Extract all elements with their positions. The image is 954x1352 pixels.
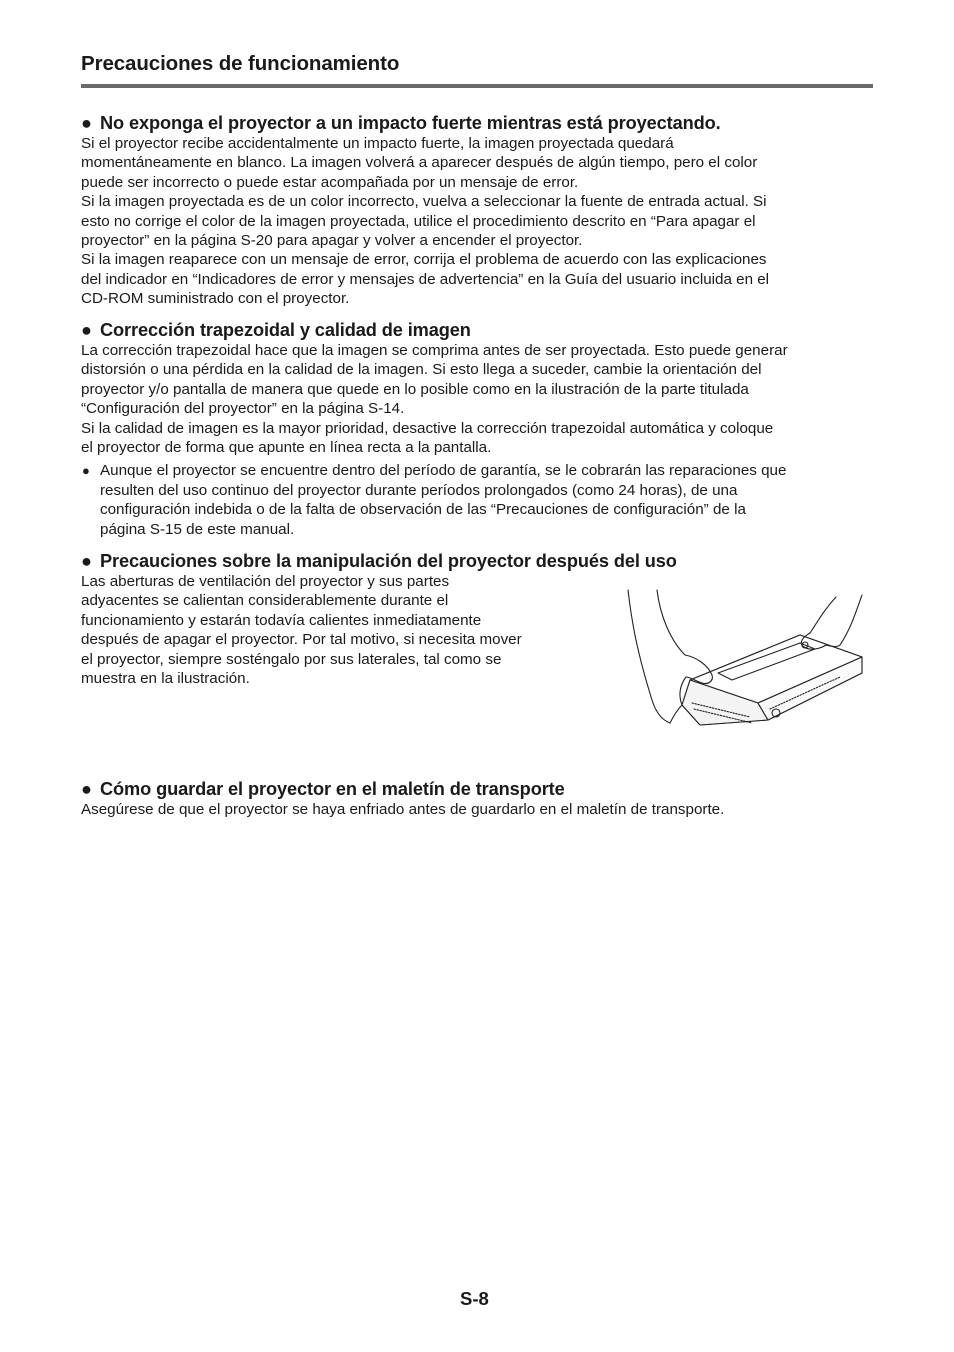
body-line: muestra en la ilustración.	[81, 670, 250, 688]
section-heading	[81, 112, 873, 134]
section-body	[81, 134, 873, 309]
body-line: Asegúrese de que el proyector se haya enfriado antes de guardarlo en el maletín de transporte.	[81, 801, 725, 818]
section-body	[81, 341, 873, 539]
body-line: proyector” en la página S-20 para apagar y volver a encender el proyector.	[81, 232, 583, 250]
heading-text: Cómo guardar el proyector en el maletín de transporte	[100, 779, 565, 799]
list-line: Aunque el proyector se encuentre dentro del período de garantía, se le cobrarán las reparaciones que	[100, 462, 787, 480]
body-line: proyector y/o pantalla de manera que quede en lo posible como en la ilustración de la parte titulada	[81, 380, 749, 398]
list-line: página S-15 de este manual.	[100, 520, 295, 538]
warranty-note	[81, 461, 873, 539]
body-line: Las aberturas de ventilación del proyector y sus partes	[81, 573, 450, 590]
handling-text	[81, 572, 591, 688]
section-heading	[81, 550, 873, 572]
heading-text: No exponga el proyector a un impacto fuerte mientras está proyectando.	[100, 113, 721, 133]
body-line: Si el proyector recibe accidentalmente un impacto fuerte, la imagen proyectada quedará	[81, 135, 674, 152]
heading-text: Corrección trapezoidal y calidad de imagen	[100, 320, 471, 340]
section-heading	[81, 319, 873, 341]
body-line: CD-ROM suministrado con el proyector.	[81, 290, 350, 308]
header-rule	[81, 84, 873, 88]
page-number: S-8	[460, 1288, 489, 1309]
body-line: funcionamiento y estarán todavía calientes inmediatamente	[81, 611, 482, 629]
body-line: La corrección trapezoidal hace que la imagen se comprima antes de ser proyectada. Esto puede generar	[81, 342, 788, 359]
section-body	[81, 800, 873, 819]
section-storage	[81, 778, 873, 819]
body-line: Si la imagen reaparece con un mensaje de error, corrija el problema de acuerdo con las explicaciones	[81, 251, 767, 269]
bullet-icon: ●	[81, 779, 92, 799]
body-line: distorsión o una pérdida en la calidad de la imagen. Si esto llega a suceder, cambie la orientación del	[81, 361, 762, 379]
list-line: resulten del uso continuo del proyector durante períodos prolongados (como 24 horas), de una	[100, 481, 738, 499]
page-header-title: Precauciones de funcionamiento	[81, 52, 400, 75]
body-line: el proyector de forma que apunte en línea recta a la pantalla.	[81, 439, 492, 457]
bullet-icon: ●	[82, 463, 90, 479]
body-line: el proyector, siempre sosténgalo por sus laterales, tal como se	[81, 650, 502, 668]
list-item	[81, 461, 873, 539]
body-line: “Configuración del proyector” en la página S-14.	[81, 400, 405, 418]
body-line: adyacentes se calientan considerablemente durante el	[81, 592, 449, 610]
projector-handling-illustration	[600, 585, 870, 750]
body-line: esto no corrige el color de la imagen proyectada, utilice el procedimiento descrito en “Para apagar el	[81, 212, 756, 230]
bullet-icon: ●	[81, 113, 92, 133]
body-line: del indicador en “Indicadores de error y mensajes de advertencia” en la Guía del usuario incluida en el	[81, 270, 770, 288]
bullet-icon: ●	[81, 320, 92, 340]
list-line: configuración indebida o de la falta de observación de las “Precauciones de configuración” de la	[100, 501, 746, 519]
section-impact	[81, 112, 873, 309]
body-line: momentáneamente en blanco. La imagen volverá a aparecer después de algún tiempo, pero el color	[81, 154, 758, 172]
heading-text: Precauciones sobre la manipulación del proyector después del uso	[100, 551, 677, 571]
body-line: después de apagar el proyector. Por tal motivo, si necesita mover	[81, 631, 522, 649]
body-line: Si la calidad de imagen es la mayor prioridad, desactive la corrección trapezoidal automática y coloque	[81, 419, 774, 437]
section-heading	[81, 778, 873, 800]
body-line: Si la imagen proyectada es de un color incorrecto, vuelva a seleccionar la fuente de entrada actual. Si	[81, 193, 767, 211]
body-line: puede ser incorrecto o puede estar acompañada por un mensaje de error.	[81, 173, 579, 191]
bullet-icon: ●	[81, 551, 92, 571]
section-keystone	[81, 319, 873, 539]
